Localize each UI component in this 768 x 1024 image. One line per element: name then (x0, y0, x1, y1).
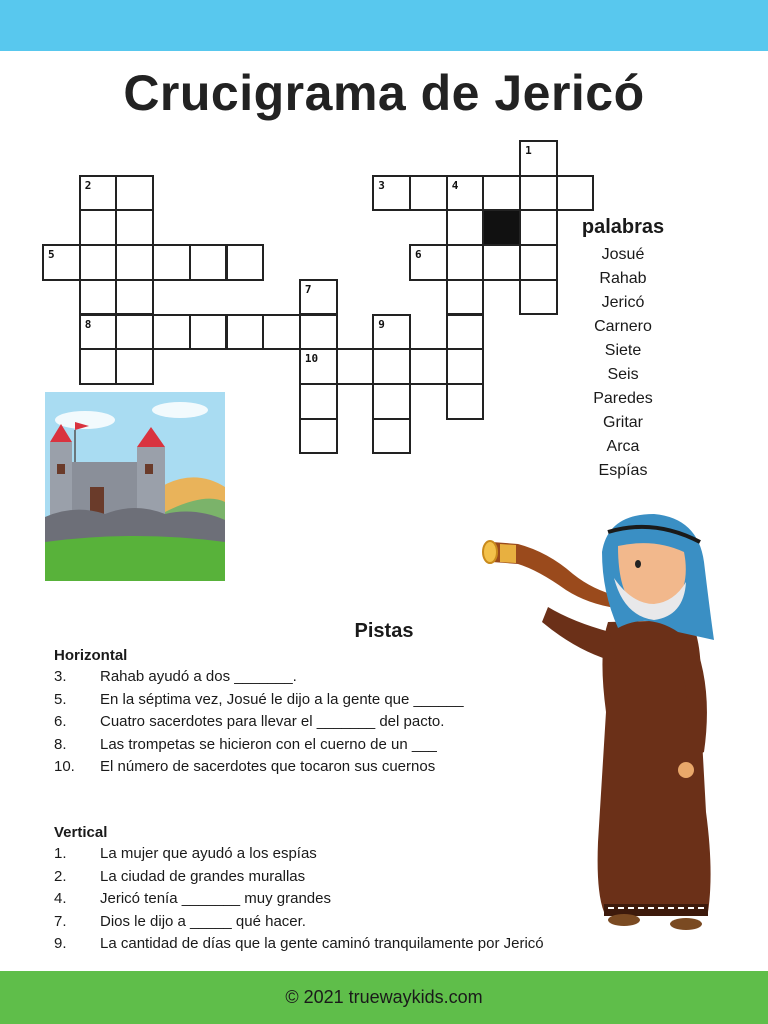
crossword-cell (79, 209, 118, 246)
crossword-clue-number: 3 (378, 178, 385, 192)
clue-number: 4. (54, 890, 67, 907)
crossword-clue-number: 7 (304, 282, 312, 296)
horizontal-clues (54, 647, 464, 779)
crossword-cell (556, 175, 595, 212)
crossword-cell (299, 418, 338, 455)
crossword-clue-number: 8 (84, 317, 92, 331)
clues-title: Pistas (354, 620, 414, 642)
crossword-cell (372, 383, 411, 420)
clue-item (54, 911, 544, 934)
clue-text: Dios le dijo a _____ qué hacer. (100, 912, 306, 930)
clue-item (54, 666, 464, 689)
page-title: Crucigrama de Jericó (123, 65, 645, 121)
clue-number: 3. (54, 668, 67, 685)
clue-number: 8. (54, 735, 67, 753)
crossword-cell (446, 209, 485, 246)
word-bank-item: Rahab (599, 270, 647, 287)
crossword-cell (115, 244, 154, 281)
castle-illustration (45, 392, 225, 581)
crossword-cell (299, 279, 338, 316)
crossword-clue-number: 5 (48, 248, 55, 262)
clue-text: La cantidad de días que la gente caminó tranquilamente por Jericó (100, 935, 544, 952)
clue-text: Rahab ayudó a dos _______. (100, 668, 297, 685)
clue-item (54, 843, 544, 866)
crossword-clue-number: 2 (84, 178, 92, 192)
crossword-cell (446, 383, 485, 420)
clue-number: 2. (54, 867, 67, 885)
crossword-cell (226, 244, 265, 281)
crossword-cell (519, 175, 558, 212)
crossword-cell (446, 244, 485, 281)
clue-item (54, 888, 544, 911)
crossword-cell (446, 348, 485, 385)
clue-text: En la séptima vez, Josué le dijo a la gente que ______ (100, 690, 464, 708)
crossword-cell (519, 279, 558, 316)
crossword-cell (409, 348, 448, 385)
word-bank-item: Carnero (594, 318, 652, 335)
footer-copyright: © 2021 truewaykids.com (285, 987, 483, 1007)
crossword-cell (79, 279, 118, 316)
clue-text: El número de sacerdotes que tocaron sus cuernos (100, 758, 436, 775)
crossword-cell (299, 348, 338, 385)
word-bank-item: Paredes (593, 390, 653, 407)
word-bank-item: Josué (601, 246, 645, 263)
clue-item (54, 933, 544, 956)
crossword-cell (79, 175, 118, 212)
clue-number: 5. (54, 690, 67, 708)
clue-text: Las trompetas se hicieron con el cuerno de un ___ (100, 735, 437, 753)
crossword-clue-number: 1 (525, 144, 532, 157)
crossword-cell (409, 175, 448, 212)
word-bank-title: palabras (581, 216, 665, 238)
crossword-cell (299, 383, 338, 420)
clue-text: La mujer que ayudó a los espías (100, 845, 317, 862)
crossword-cell (299, 314, 338, 351)
crossword-cell (79, 314, 118, 351)
crossword-cell (115, 279, 154, 316)
crossword-cell (409, 244, 448, 281)
crossword-cell (152, 314, 191, 351)
crossword-cell (446, 314, 485, 351)
crossword-cell (372, 418, 411, 455)
crossword-cell (115, 175, 154, 212)
crossword-cell (519, 244, 558, 281)
crossword-cell (152, 244, 191, 281)
vertical-clues (54, 824, 544, 956)
crossword-clue-number: 10 (304, 352, 319, 366)
crossword-cell (115, 348, 154, 385)
crossword-cell (115, 314, 154, 351)
crossword-cell (446, 279, 485, 316)
crossword-cell (189, 314, 228, 351)
crossword-cell (482, 244, 521, 281)
crossword-cell (446, 175, 485, 212)
crossword-cell (519, 140, 558, 177)
crossword-cell (79, 348, 118, 385)
word-bank-item: Seis (607, 366, 639, 383)
word-bank-item: Siete (604, 342, 642, 359)
crossword-cell (372, 348, 411, 385)
crossword-clue-number: 4 (451, 178, 459, 192)
clue-text: La ciudad de grandes murallas (100, 867, 306, 885)
crossword-cell (226, 314, 265, 351)
crossword-cell (482, 175, 521, 212)
clue-item (54, 689, 464, 712)
clue-item (54, 756, 464, 779)
word-bank (560, 216, 686, 483)
crossword-black-cell (482, 209, 521, 246)
word-bank-item: Jericó (601, 294, 645, 311)
crossword-cell (372, 175, 411, 212)
crossword-cell (189, 244, 228, 281)
crossword-cell (372, 314, 411, 351)
word-bank-item: Arca (606, 438, 640, 455)
clue-number: 7. (54, 912, 67, 930)
joshua-illustration (478, 512, 728, 944)
crossword-cell (42, 244, 81, 281)
clue-number: 10. (54, 758, 75, 775)
crossword-cell (262, 314, 301, 351)
clue-item (54, 866, 544, 889)
clue-number: 6. (54, 713, 67, 730)
crossword-clue-number: 6 (415, 248, 422, 262)
crossword-cell (519, 209, 558, 246)
horizontal-header: Horizontal (54, 647, 128, 664)
clue-item (54, 711, 464, 734)
crossword-clue-number: 9 (378, 317, 385, 331)
word-bank-item: Espías (598, 462, 648, 479)
clue-item (54, 734, 464, 757)
vertical-header: Vertical (54, 824, 108, 841)
clue-number: 1. (54, 845, 67, 862)
word-bank-item: Gritar (603, 414, 643, 431)
clue-text: Jericó tenía _______ muy grandes (100, 890, 331, 907)
clue-text: Cuatro sacerdotes para llevar el _______ del pacto. (100, 713, 445, 730)
crossword-cell (115, 209, 154, 246)
crossword-cell (336, 348, 375, 385)
clue-number: 9. (54, 935, 67, 952)
crossword-cell (79, 244, 118, 281)
